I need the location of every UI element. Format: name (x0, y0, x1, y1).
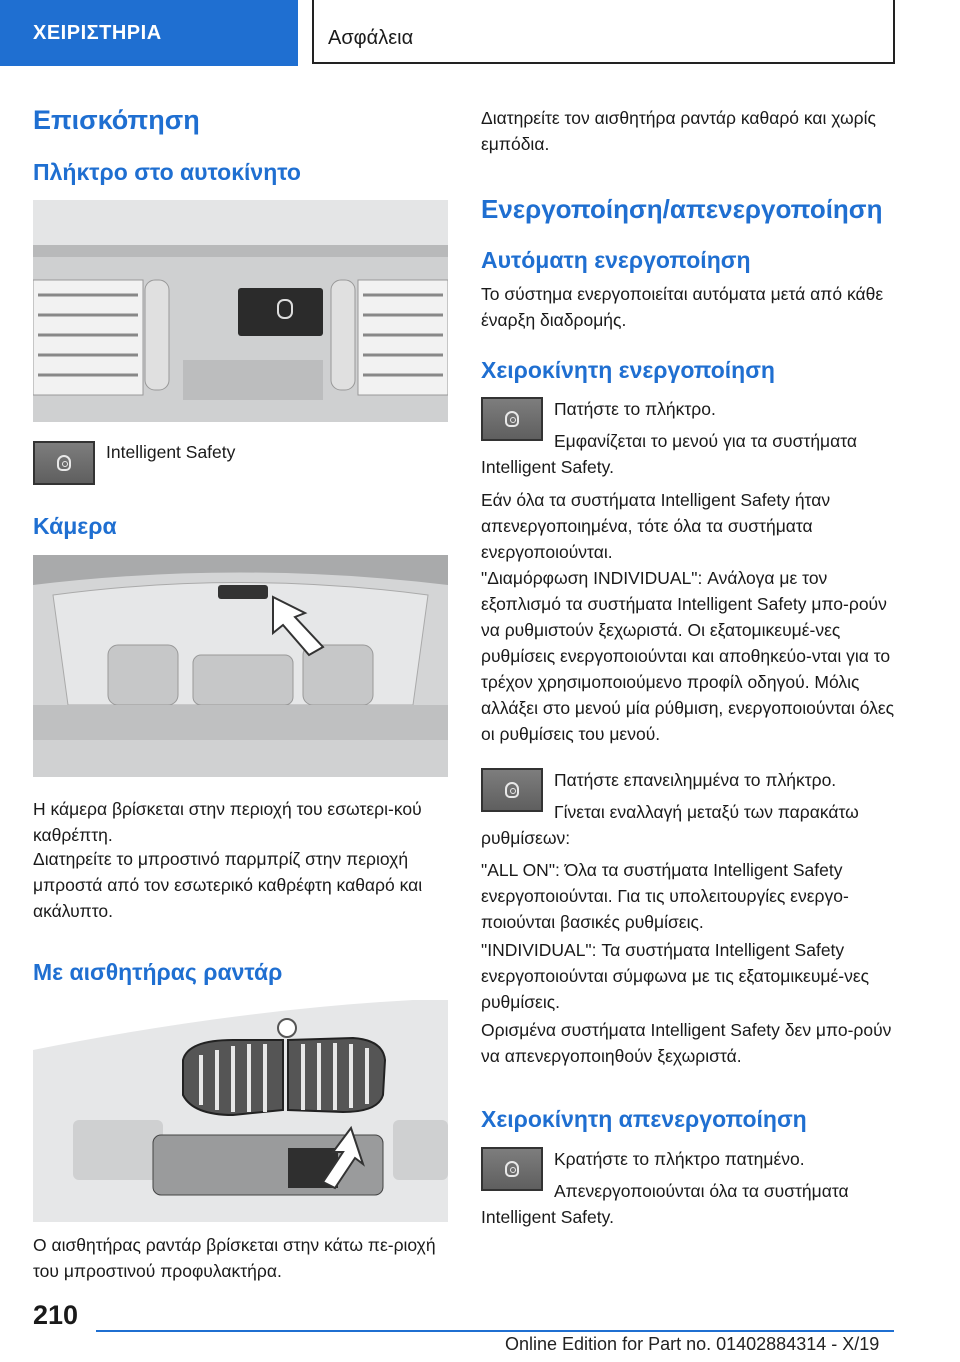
page-number: 210 (33, 1300, 79, 1330)
car-safety-icon (57, 455, 71, 471)
car-safety-icon (505, 1161, 519, 1177)
button-caption: Intelligent Safety (106, 442, 236, 462)
radar-subtitle: Με αισθητήρας ραντάρ (33, 959, 283, 985)
footer-divider (96, 1330, 894, 1332)
manual-activation-subtitle: Χειροκίνητη ενεργοποίηση (481, 357, 775, 383)
intelligent-safety-button-icon (33, 441, 95, 485)
dashboard-illustration (33, 200, 448, 422)
individual-config-text: "Διαμόρφωση INDIVIDUAL": Ανάλογα με τον εξοπλισμό τα συστήματα Intelligent Safety μπο-ρούν να ρυθμιστούν ξεχωριστά. Οι εξατομικευμέ-νες ρυθμίσεις ενεργοποιούνται και αποθηκεύο-νται για το τρέχον χρησιμοποιούμενο προφίλ οδηγού. Μόλις αλλάξει στο μενού μία ρύθμιση, ενεργοποιούνται όλες οι ρυθμίσεις του μενού. (481, 568, 895, 744)
chapter-label: ΧΕΙΡΙΣΤΗΡΙΑ (33, 21, 162, 44)
radar-keep-clear-text: Διατηρείτε τον αισθητήρα ραντάρ καθαρό και χωρίς εμπόδια. (481, 108, 876, 154)
auto-activation-subtitle: Αυτόματη ενεργοποίηση (481, 247, 751, 273)
car-safety-icon (505, 782, 519, 798)
camera-subtitle: Κάμερα (33, 513, 117, 539)
toggle-settings-text: Γίνεται εναλλαγή μεταξύ των παρακάτω ρυθμίσεων: (481, 802, 859, 848)
radar-location-text: Ο αισθητήρας ραντάρ βρίσκεται στην κάτω πε-ριοχή του μπροστινού προφυλακτήρα. (33, 1235, 436, 1281)
edition-text: Online Edition for Part no. 01402884314 - X/19 (505, 1334, 880, 1354)
some-cannot-text: Ορισμένα συστήματα Intelligent Safety δεν μπο-ρούν να απενεργοποιηθούν ξεχωριστά. (481, 1020, 892, 1066)
button-subtitle: Πλήκτρο στο αυτοκίνητο (33, 159, 301, 185)
press-key-text: Πατήστε το πλήκτρο. (554, 399, 716, 419)
all-deactivated-text: Απενεργοποιούνται όλα τα συστήματα Intelligent Safety. (481, 1181, 849, 1227)
press-repeatedly-text: Πατήστε επανειλημμένα το πλήκτρο. (554, 770, 837, 790)
dashboard-button-image (33, 200, 448, 422)
chapter-tab (0, 0, 298, 66)
hold-key-text: Κρατήστε το πλήκτρο πατημένο. (554, 1149, 805, 1169)
section-label: Ασφάλεια (328, 27, 414, 49)
manual-deactivation-subtitle: Χειροκίνητη απενεργοποίηση (481, 1106, 807, 1132)
all-off-text: Εάν όλα τα συστήματα Intelligent Safety ήταν απενεργοποιημένα, τότε όλα τα συστήματα ενεργοποιούνται. (481, 490, 831, 562)
menu-shows-text: Εμφανίζεται το μενού για τα συστήματα Intelligent Safety. (481, 431, 858, 477)
camera-keep-clear-text: Διατηρείτε το μπροστινό παρμπρίζ στην περιοχή μπροστά από τον εσωτερικό καθρέφτη καθαρό και ακάλυπτο. (33, 849, 423, 921)
camera-location-image (33, 555, 448, 777)
individual-text: "INDIVIDUAL": Τα συστήματα Intelligent Safety ενεργοποιούνται σύμφωνα με τις εξατομικευμέ-νες ρυθμίσεις. (481, 940, 870, 1012)
car-safety-icon (505, 411, 519, 427)
activation-title: Ενεργοποίηση/απενεργοποίηση (481, 194, 883, 224)
section-header (312, 0, 895, 64)
camera-location-text: Η κάμερα βρίσκεται στην περιοχή του εσωτερι-κού καθρέπτη. (33, 799, 422, 845)
front-bumper-illustration (33, 1000, 448, 1222)
auto-activation-text: Το σύστημα ενεργοποιείται αυτόματα μετά από κάθε έναρξη διαδρομής. (481, 284, 884, 330)
radar-location-image (33, 1000, 448, 1222)
overview-title: Επισκόπηση (33, 105, 200, 135)
windshield-illustration (33, 555, 448, 777)
all-on-text: "ALL ON": Όλα τα συστήματα Intelligent Safety ενεργοποιούνται. Για τις υπολειτουργίες ενεργο-ποιούνται βασικές ρυθμίσεις. (481, 860, 849, 932)
